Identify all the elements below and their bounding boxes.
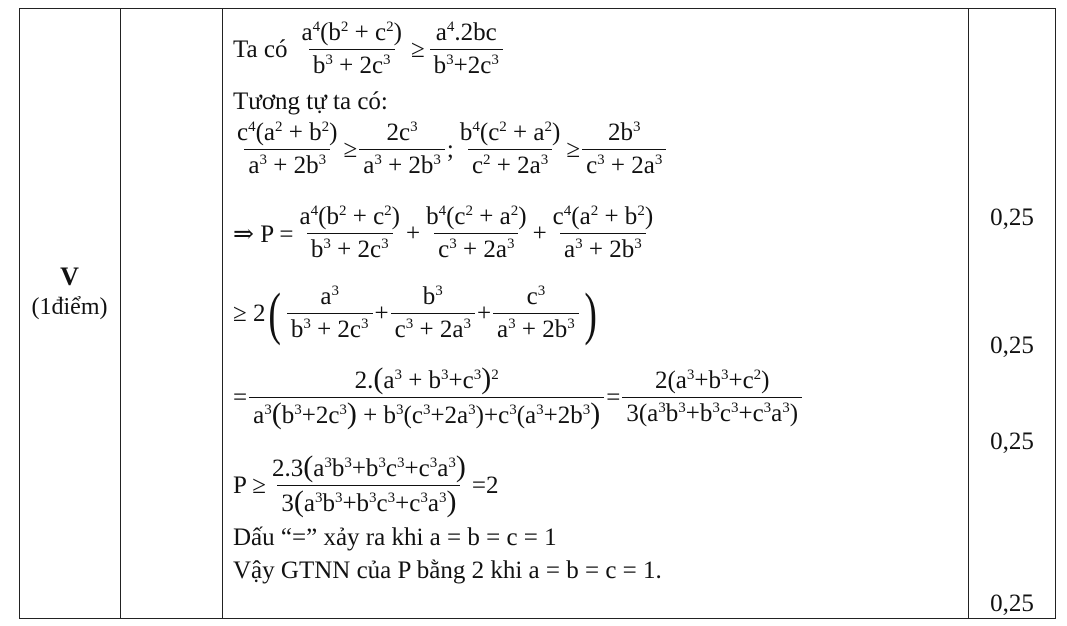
section-points: (1điểm) <box>31 294 108 320</box>
conclusion-text: Vậy GTNN của P bằng 2 khi a = b = c = 1. <box>233 557 662 584</box>
fraction: $\frac{2.3(a^3b^3+b^3c^3+c^3a^3)}{3(a^3b^3+b^3c^3+c^3a^3)}$ <box>271 450 466 518</box>
fraction: $\frac{c^4(a^2 + b^2)}{a^3 + 2b^3}$ <box>237 119 338 179</box>
fraction: $\frac{b^3}{c^3 + 2a^3}$ <box>391 282 475 345</box>
step-8 <box>233 524 557 552</box>
step-9 <box>233 557 662 585</box>
fraction: $\frac{2.(a^3 + b^3+c^3)^2}{a^3(b^3+2c^3) + b^3(c^3+2a^3)+c^3(a^3+2b^3)}$ <box>249 364 604 431</box>
step-5: ≥ 2 ( $\frac{a^3}{b^3 + 2c^3}$ + $\frac{b^3}{c^3 + 2a^3}$ + $\frac{c^3}{a^3 + 2b^3}$ ) <box>233 280 597 346</box>
score-value: 0,25 <box>990 332 1034 359</box>
intro-text: Ta có <box>233 35 288 63</box>
fraction: $\frac{b^4(c^2 + a^2)}{c^2 + 2a^3}$ <box>459 119 561 179</box>
similar-text: Tương tự ta có: <box>233 88 388 115</box>
step-7: P ≥ $\frac{2.3(a^3b^3+b^3c^3+c^3a^3)}{3(a^3b^3+b^3c^3+c^3a^3)}$ =2 <box>233 450 499 518</box>
section-cell <box>19 262 120 322</box>
step-6: = $\frac{2.(a^3 + b^3+c^3)^2}{a^3(b^3+2c^3) + b^3(c^3+2a^3)+c^3(a^3+2b^3)}$ = $\frac{2(a^3+b^3+c^2)}{3(a^3b^3+b^3c^3+c^3a^3)}$ <box>233 364 804 431</box>
column-divider <box>120 8 121 619</box>
step-1: Ta có $\frac{a^4(b^2 + c^2)}{b^3 + 2c^3}$ ≥ $\frac{a^4.2bc}{b^3+2c^3}$ <box>233 18 505 81</box>
section-number: V <box>60 262 79 291</box>
column-divider <box>968 8 969 619</box>
fraction: $\frac{a^4(b^2 + c^2)}{b^3 + 2c^3}$ <box>301 19 402 79</box>
step-3: $\frac{c^4(a^2 + b^2)}{a^3 + 2b^3}$ ≥ $\frac{2c^3}{a^3 + 2b^3}$ ; $\frac{b^4(c^2 + a^2)}{c^2 + 2a^3}$ ≥ $\frac{2b^3}{c^3 + 2a^3}$ <box>233 118 668 181</box>
score-value: 0,25 <box>990 590 1034 617</box>
score-value: 0,25 <box>990 428 1034 455</box>
fraction: $\frac{2(a^3+b^3+c^2)}{3(a^3b^3+b^3c^3+c^3a^3)}$ <box>622 366 802 429</box>
step-2 <box>233 88 388 116</box>
column-divider <box>222 8 223 619</box>
fraction: $\frac{a^3}{b^3 + 2c^3}$ <box>287 282 373 345</box>
fraction: $\frac{2c^3}{a^3 + 2b^3}$ <box>359 118 445 181</box>
fraction: $\frac{b^4(c^2 + a^2)}{c^3 + 2a^3}$ <box>426 203 527 263</box>
fraction: $\frac{a^4(b^2 + c^2)}{b^3 + 2c^3}$ <box>299 203 400 263</box>
fraction: $\frac{2b^3}{c^3 + 2a^3}$ <box>582 118 666 181</box>
equality-text: Dấu “=” xảy ra khi a = b = c = 1 <box>233 524 557 551</box>
fraction: $\frac{a^4.2bc}{b^3+2c^3}$ <box>430 18 503 81</box>
fraction: $\frac{c^4(a^2 + b^2)}{a^3 + 2b^3}$ <box>552 203 654 263</box>
fraction: $\frac{c^3}{a^3 + 2b^3}$ <box>493 282 579 345</box>
score-value: 0,25 <box>990 204 1034 231</box>
step-4: ⇒ P = $\frac{a^4(b^2 + c^2)}{b^3 + 2c^3}$ + $\frac{b^4(c^2 + a^2)}{c^3 + 2a^3}$ + $\frac{c^4(a^2 + b^2)}{a^3 + 2b^3}$ <box>233 202 659 265</box>
